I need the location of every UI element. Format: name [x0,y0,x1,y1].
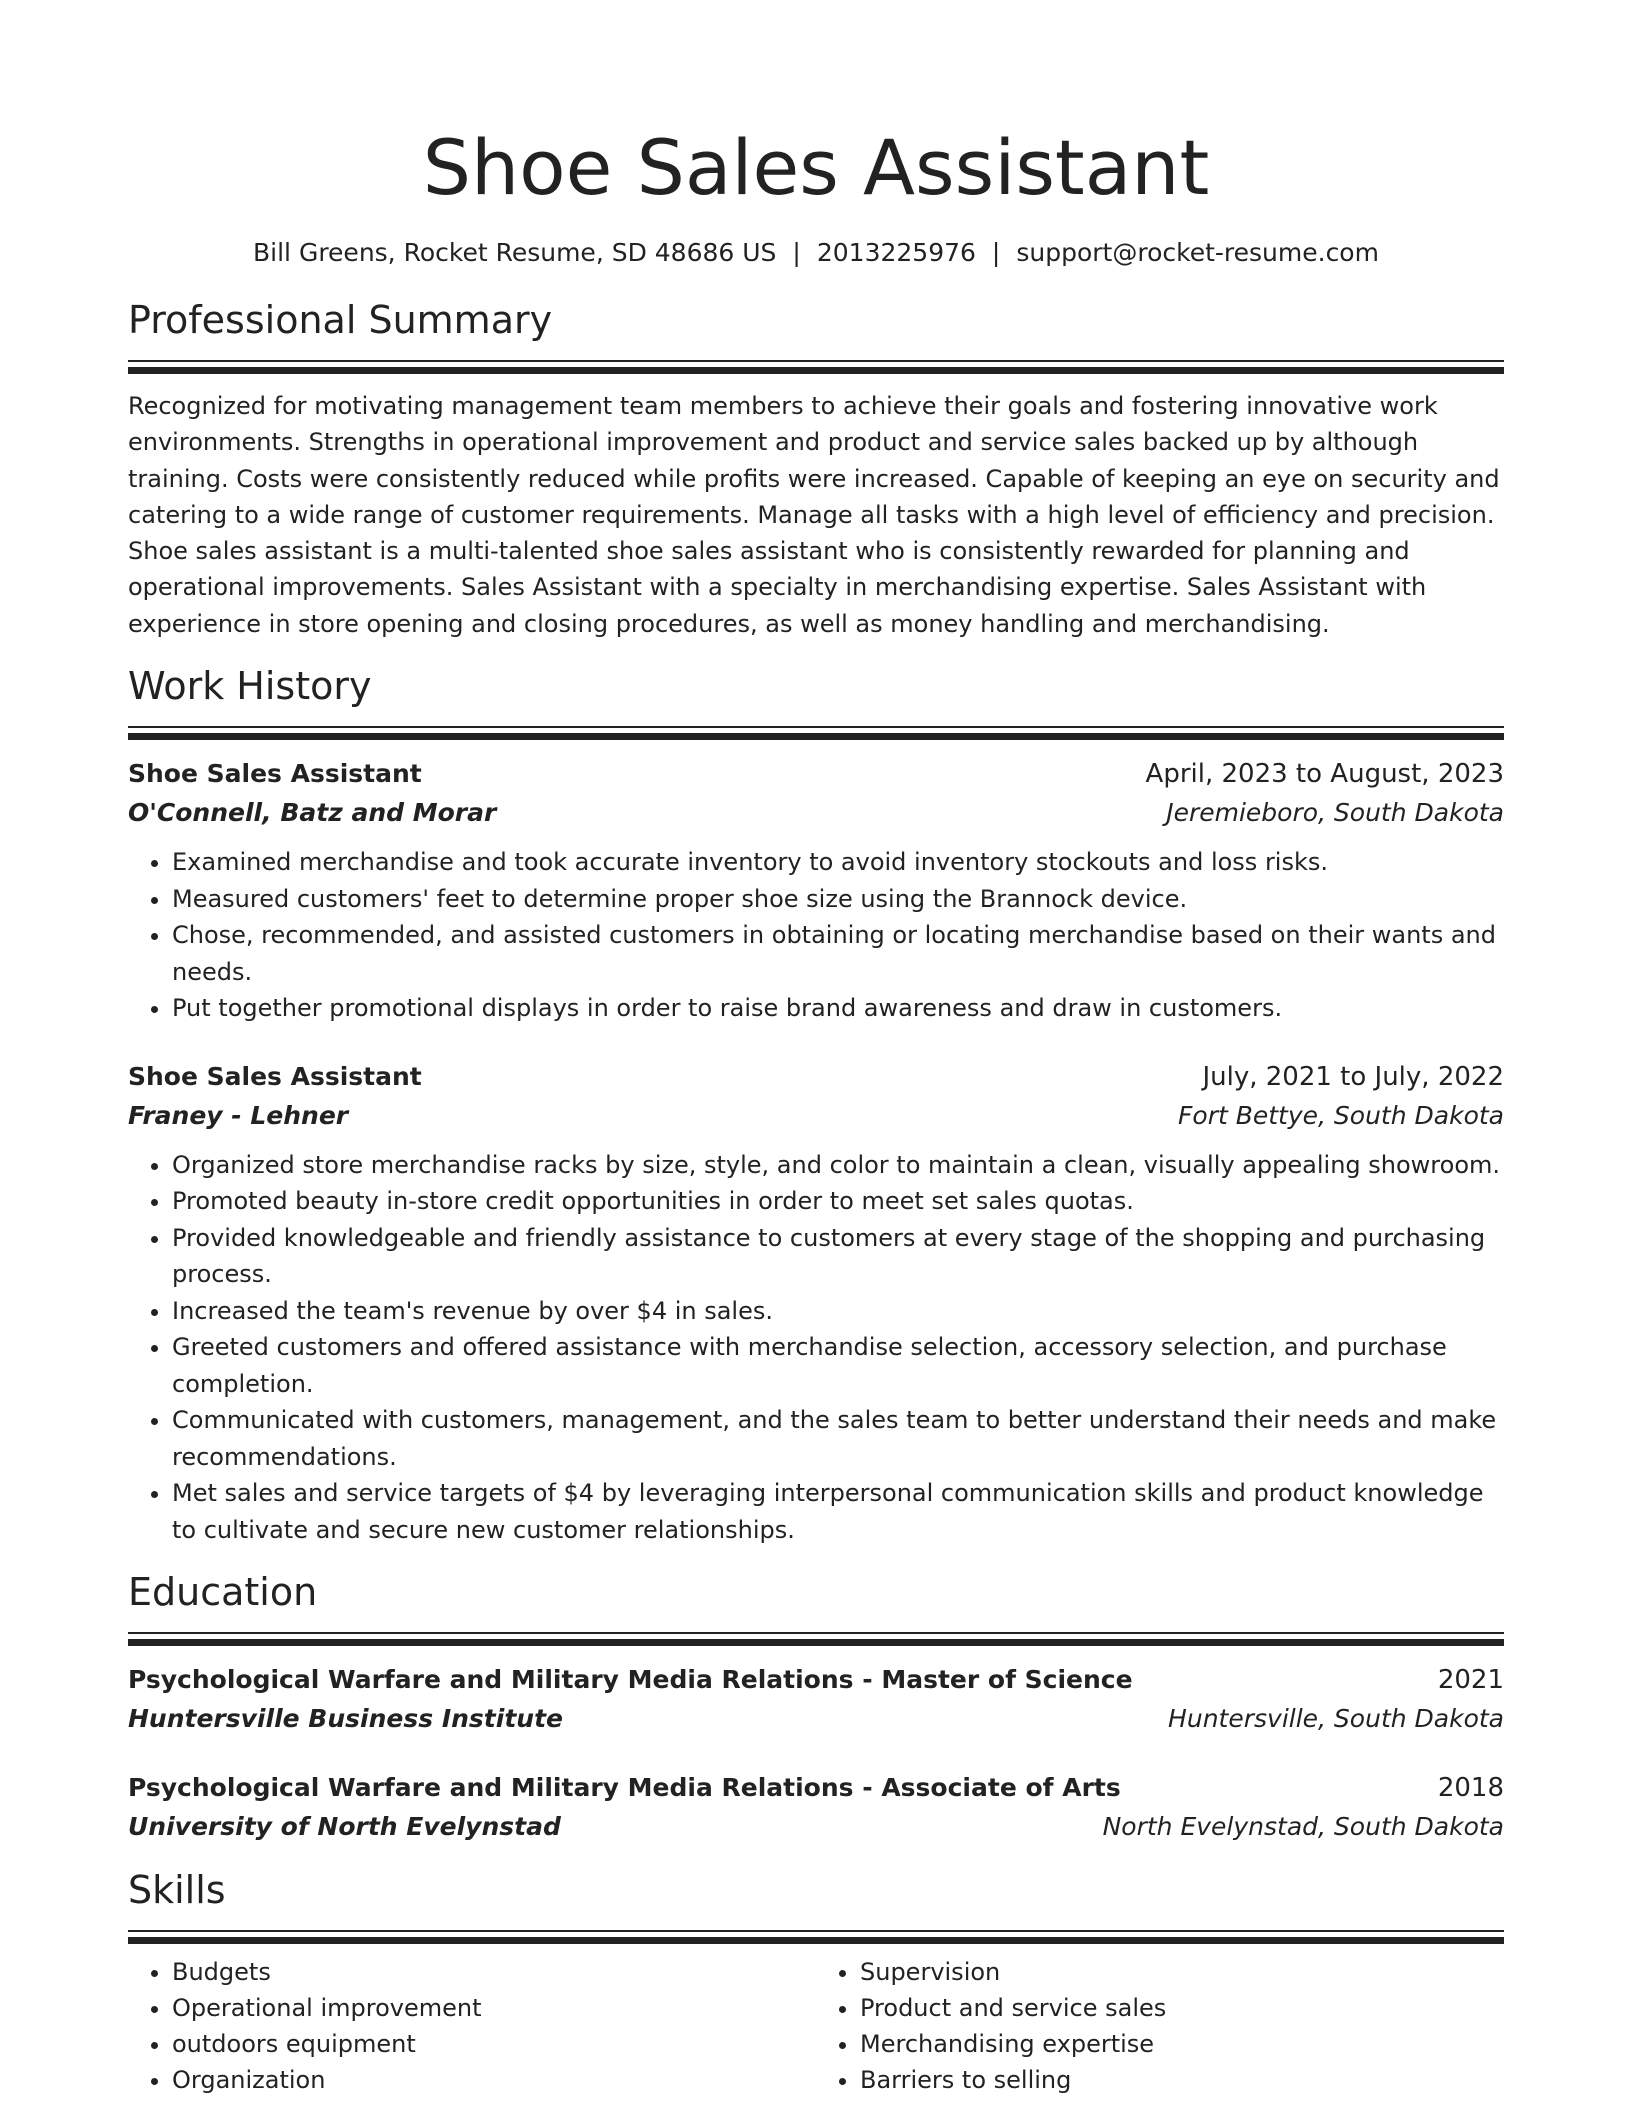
list-item: • outdoors equipment [172,2026,816,2062]
contact-separator: | [792,238,801,267]
job-bullets [128,1147,1504,1549]
job-title: Shoe Sales Assistant [128,759,422,789]
list-item: • Measured customers' feet to determine proper shoe size using the Brannock device. [172,881,1504,918]
job-header [128,754,1504,794]
list-item: • Put together promotional displays in order to raise brand awareness and draw in customers. [172,990,1504,1027]
skills-heading: Skills [128,1868,226,1913]
education-entry [128,1768,1504,1846]
list-item: • Increased the team's revenue by over $4 in sales. [172,1293,1504,1330]
list-item: • Product and service sales [860,1990,1504,2026]
education-heading: Education [128,1570,318,1615]
education-subheader [128,1808,1504,1846]
education-location: Huntersville, South Dakota [1168,1704,1504,1734]
section-divider [128,1930,1504,1944]
skills-columns [128,1954,1504,2098]
education-school: University of North Evelynstad [128,1812,561,1842]
list-item: • Merchandising expertise [860,2026,1504,2062]
job-company: O'Connell, Batz and Morar [128,798,497,828]
list-item: • Budgets [172,1954,816,1990]
resume-page [128,0,1504,2098]
education-degree: Psychological Warfare and Military Media Relations - Master of Science [128,1665,1133,1695]
contact-address: Bill Greens, Rocket Resume, SD 48686 US [253,238,777,267]
education-degree: Psychological Warfare and Military Media Relations - Associate of Arts [128,1773,1121,1803]
list-item: • Organized store merchandise racks by size, style, and color to maintain a clean, visually appealing showroom. [172,1147,1504,1184]
list-item: • Promoted beauty in-store credit opportunities in order to meet set sales quotas. [172,1183,1504,1220]
section-divider [128,1632,1504,1646]
skills-section [128,1866,1504,2098]
education-header [128,1768,1504,1808]
list-item: • Supervision [860,1954,1504,1990]
section-divider [128,726,1504,740]
job-entry [128,754,1504,1027]
list-item: • Provided knowledgeable and friendly assistance to customers at every stage of the shopping and purchasing process. [172,1220,1504,1293]
job-bullets [128,844,1504,1027]
list-item: • Communicated with customers, management, and the sales team to better understand their needs and make recommendations. [172,1402,1504,1475]
list-item: • Barriers to selling [860,2062,1504,2098]
job-entry [128,1057,1504,1549]
skills-list-left [128,1954,816,2098]
education-header [128,1660,1504,1700]
list-item: • Examined merchandise and took accurate inventory to avoid inventory stockouts and loss risks. [172,844,1504,881]
job-location: Jeremieboro, South Dakota [1166,798,1504,828]
education-section [128,1568,1504,1846]
education-location: North Evelynstad, South Dakota [1102,1812,1504,1842]
education-entry [128,1660,1504,1738]
contact-email: support@rocket-resume.com [1016,238,1379,267]
resume-name: Shoe Sales Assistant [422,123,1210,212]
job-location: Fort Bettye, South Dakota [1178,1100,1504,1130]
job-dates: April, 2023 to August, 2023 [1145,759,1504,790]
work-heading: Work History [128,664,372,709]
contact-line [128,236,1504,270]
education-school: Huntersville Business Institute [128,1704,563,1734]
job-header [128,1057,1504,1097]
work-section [128,662,1504,1548]
contact-phone: 2013225976 [816,238,976,267]
education-year: 2021 [1437,1665,1504,1696]
contact-separator: | [991,238,1001,267]
summary-text: Recognized for motivating management team members to achieve their goals and fostering innovative work environments. Strengths in operational improvement and product and service sales backed up by although training. Costs were consistently reduced while profits were increased. Capable of keeping an eye on security and catering to a wide range of customer requirements. Manage all tasks with a high level of efficiency and precision. Shoe sales assistant is a multi-talented shoe sales assistant who is consistently rewarded for planning and operational improvements. Sales Assistant with a specialty in merchandising expertise. Sales Assistant with experience in store opening and closing procedures, as well as money handling and merchandising. [128,392,1500,638]
summary-section [128,296,1504,642]
list-item: • Met sales and service targets of $4 by leveraging interpersonal communication skills and product knowledge to cultivate and secure new customer relationships. [172,1475,1504,1548]
list-item: • Organization [172,2062,816,2098]
job-company: Franey - Lehner [128,1100,349,1130]
job-title: Shoe Sales Assistant [128,1061,422,1091]
education-year: 2018 [1437,1773,1504,1804]
job-subheader [128,1097,1504,1135]
list-item: • Chose, recommended, and assisted customers in obtaining or locating merchandise based on their wants and needs. [172,917,1504,990]
education-subheader [128,1700,1504,1738]
summary-heading: Professional Summary [128,298,553,342]
list-item: • Operational improvement [172,1990,816,2026]
job-dates: July, 2021 to July, 2022 [1202,1061,1504,1092]
section-divider [128,360,1504,374]
skills-list-right [816,1954,1504,2098]
job-subheader [128,794,1504,832]
list-item: • Greeted customers and offered assistance with merchandise selection, accessory selection, and purchase completion. [172,1329,1504,1402]
